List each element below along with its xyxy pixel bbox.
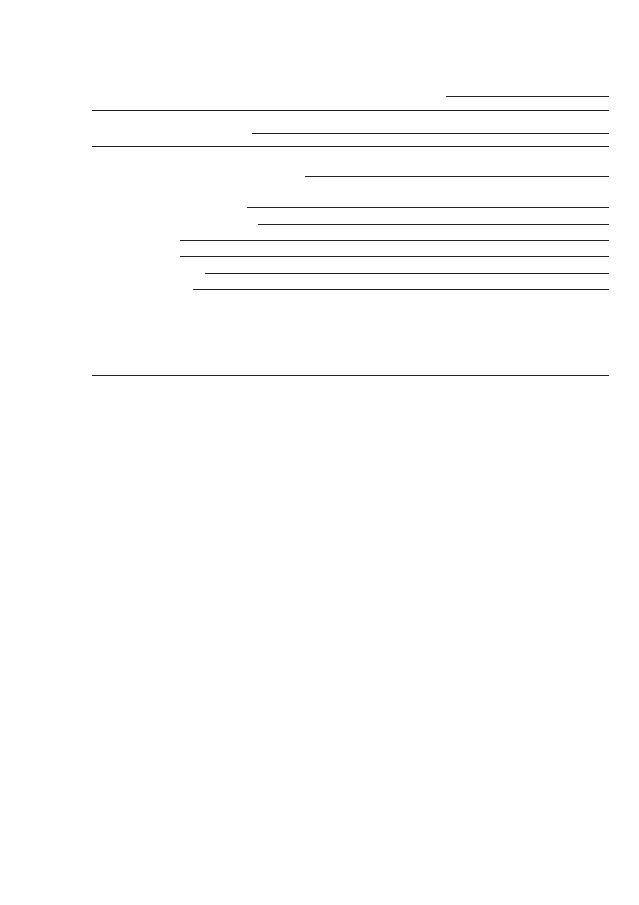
field-2-fill-line (252, 133, 609, 134)
field-10-fill-line (92, 375, 609, 376)
field-3-fill-line (305, 176, 609, 177)
field-2-fill-line-2 (92, 146, 609, 147)
field-6-fill-line (180, 240, 609, 241)
field-1-fill-line (446, 96, 609, 97)
field-9-fill-line (193, 289, 609, 290)
field-5-fill-line (258, 224, 609, 225)
field-1-fill-line-2 (92, 110, 609, 111)
field-4-fill-line (247, 207, 609, 208)
field-8-fill-line (205, 273, 609, 274)
field-7-fill-line (180, 256, 609, 257)
